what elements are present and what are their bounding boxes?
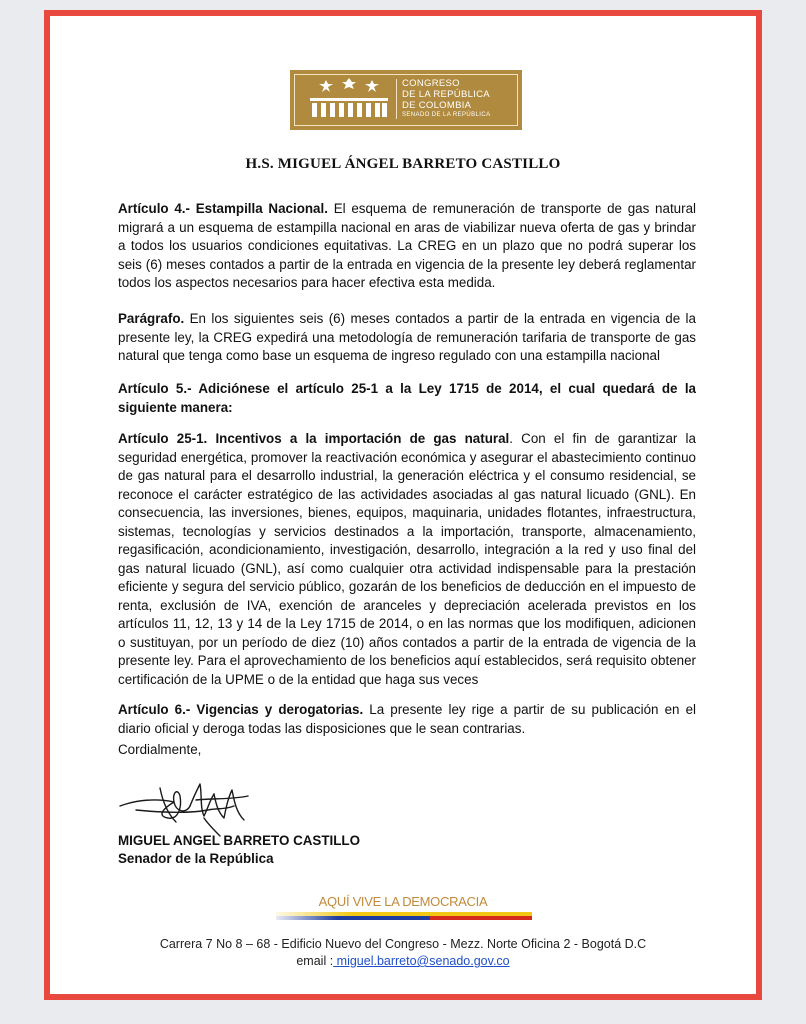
logo-line-4: SENADO DE LA REPÚBLICA [402,112,491,118]
email-label: email : [296,954,334,968]
article-6-text: La presente ley rige a partir de su publicación en el diario oficial y deroga todas las disposiciones que le sean contrarias. [118,702,697,736]
logo-line-3: DE COLOMBIA [402,100,472,111]
article-5-heading: Artículo 5.- Adiciónese el artículo 25-1 a la Ley 1715 de 2014, el cual quedará de la siguiente manera: [118,381,696,415]
handwritten-signature [116,778,266,840]
article-6 [118,701,696,738]
logo-line-1: CONGRESO [402,78,460,89]
article-6-heading: Artículo 6.- Vigencias y derogatorias. [118,702,364,717]
salutation: Cordialmente, [118,742,202,757]
logo-text [402,78,491,119]
footer-slogan: AQUÍ VIVE LA DEMOCRACIA [318,894,488,909]
email-link[interactable]: miguel.barreto@senado.gov.co [333,954,510,968]
article-4-heading: Artículo 4.- Estampilla Nacional. [118,201,328,216]
article-5 [118,380,696,417]
article-4-text: El esquema de remuneración de transporte de gas natural migrará a un esquema de estampilla nacional en aras de viabilizar nueva oferta de gas y brindar a todos los usuarios condiciones equitativas. La CREG en un plazo que no podrá superar los seis (6) meses contados a partir de la entrada en vigencia de la presente ley deberá reglamentar todos los aspectos necesarios para hacer efectiva esta medida. [118,201,696,290]
logo-line-2: DE LA REPÚBLICA [402,89,490,100]
page-title: H.S. MIGUEL ÁNGEL BARRETO CASTILLO [245,156,561,172]
signer-role: Senador de la República [118,851,274,866]
colombia-flag-stripe [276,912,532,920]
article-4 [118,200,696,293]
article-25-1 [118,430,696,689]
congress-logo [290,70,522,130]
paragraph-text: En los siguientes seis (6) meses contados a partir de la entrada en vigencia de la presente ley, la CREG expedirá una metodología de remuneración tarifaria de transporte de gas natural que tenga como base un esquema de ingreso regulado con una estampilla nacional [118,311,696,363]
article-25-1-heading: Artículo 25-1. Incentivos a la importación de gas natural [118,431,510,446]
document-page [44,10,762,1000]
footer-address-block [50,936,756,970]
article-25-1-text: . Con el fin de garantizar la seguridad energética, promover la reactivación económica y asegurar el abastecimiento continuo de gas natural para el desarrollo industrial, la generación eléctrica y el consumo residencial, se reconoce el carácter estratégico de las actividades asociadas al gas natural licuado (GNL). En consecuencia, las inversiones, bienes, equipos, maquinaria, unidades flotantes, infraestructura, sistemas, tecnologías y servicios destinados a la importación, transporte, almacenamiento, regasificación, acondicionamiento, investigación, desarrollo, integración a la red y uso final del gas natural licuado (GNL), así como cualquier otra actividad indispensable para la prestación eficiente y segura del servicio público, gozarán de los beneficios de deducción en el impuesto de renta, exclusión de IVA, exención de aranceles y depreciación acelerada previstos en los artículos 11, 12, 13 y 14 de la Ley 1715 de 2014, o en las normas que los modifiquen, adicionen o sustituyan, por un período de diez (10) años contados a partir de la entrada de vigencia de la presente ley. Para el aprovechamiento de los beneficios aquí establecidos, será requisito obtener certificación de la UPME o de la entidad que haga sus veces [118,431,696,687]
footer-address: Carrera 7 No 8 – 68 - Edificio Nuevo del Congreso - Mezz. Norte Oficina 2 - Bogotá D.C [159,937,647,951]
signer-block [118,832,360,868]
footer-email-line [50,953,756,970]
signer-name: MIGUEL ANGEL BARRETO CASTILLO [118,833,361,848]
capitol-building-icon [306,78,392,120]
paragraph-heading: Parágrafo. [118,311,185,326]
paragraph-block [118,310,696,366]
